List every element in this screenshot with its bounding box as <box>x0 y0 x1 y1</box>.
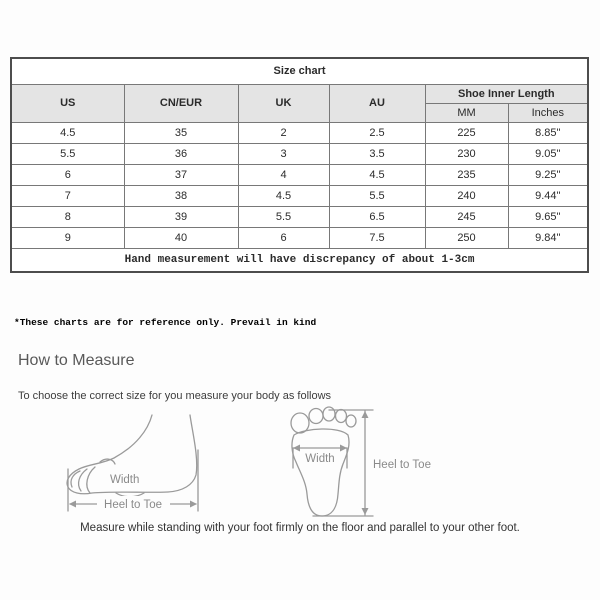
how-to-measure-intro: To choose the correct size for you measure your body as follows <box>18 390 332 402</box>
table-cell: 39 <box>124 206 238 227</box>
table-cell: 37 <box>124 164 238 185</box>
table-cell: 2 <box>238 122 329 143</box>
column-header-shoe-inner-length: Shoe Inner Length <box>425 84 588 103</box>
size-chart-title: Size chart <box>11 58 588 84</box>
table-cell: 240 <box>425 185 508 206</box>
table-cell: 5.5 <box>238 206 329 227</box>
table-cell: 9 <box>11 227 124 248</box>
heel-to-toe-label: Heel to Toe <box>373 459 431 471</box>
footprint-top-view-illustration <box>283 404 443 522</box>
table-cell: 36 <box>124 143 238 164</box>
foot-side-view-illustration <box>56 414 216 519</box>
table-cell: 7 <box>11 185 124 206</box>
table-cell: 225 <box>425 122 508 143</box>
table-cell: 3 <box>238 143 329 164</box>
reference-note: *These charts are for reference only. Prevail in kind <box>14 317 317 328</box>
table-cell: 4.5 <box>238 185 329 206</box>
table-cell: 38 <box>124 185 238 206</box>
table-cell: 250 <box>425 227 508 248</box>
table-cell: 9.05" <box>508 143 588 164</box>
table-cell: 40 <box>124 227 238 248</box>
table-cell: 9.25" <box>508 164 588 185</box>
how-to-measure-heading: How to Measure <box>18 352 135 369</box>
table-cell: 2.5 <box>329 122 425 143</box>
table-cell: 8.85" <box>508 122 588 143</box>
heel-to-toe-label: Heel to Toe <box>104 499 162 511</box>
measure-caption: Measure while standing with your foot firmly on the floor and parallel to your other foot. <box>80 522 520 534</box>
table-row <box>11 122 588 143</box>
column-header-mm: MM <box>425 103 508 122</box>
column-header-us: US <box>11 84 124 122</box>
column-header-inches: Inches <box>508 103 588 122</box>
column-header-au: AU <box>329 84 425 122</box>
table-footnote: Hand measurement will have discrepancy of about 1-3cm <box>11 248 588 272</box>
table-cell: 3.5 <box>329 143 425 164</box>
table-cell: 4 <box>238 164 329 185</box>
table-row <box>11 227 588 248</box>
column-header-uk: UK <box>238 84 329 122</box>
table-cell: 8 <box>11 206 124 227</box>
table-cell: 7.5 <box>329 227 425 248</box>
table-cell: 9.84" <box>508 227 588 248</box>
table-cell: 6 <box>238 227 329 248</box>
footprint-outline <box>292 429 349 516</box>
table-cell: 6.5 <box>329 206 425 227</box>
table-cell: 9.65" <box>508 206 588 227</box>
width-label: Width <box>110 474 140 486</box>
table-cell: 35 <box>124 122 238 143</box>
table-cell: 9.44" <box>508 185 588 206</box>
table-row <box>11 164 588 185</box>
table-cell: 235 <box>425 164 508 185</box>
table-row <box>11 206 588 227</box>
size-chart-table <box>10 57 589 273</box>
table-cell: 4.5 <box>11 122 124 143</box>
table-row <box>11 143 588 164</box>
table-cell: 5.5 <box>11 143 124 164</box>
table-cell: 6 <box>11 164 124 185</box>
table-cell: 4.5 <box>329 164 425 185</box>
width-label: Width <box>305 453 335 465</box>
table-cell: 245 <box>425 206 508 227</box>
table-cell: 5.5 <box>329 185 425 206</box>
table-cell: 230 <box>425 143 508 164</box>
table-row <box>11 185 588 206</box>
column-header-cn-eur: CN/EUR <box>124 84 238 122</box>
